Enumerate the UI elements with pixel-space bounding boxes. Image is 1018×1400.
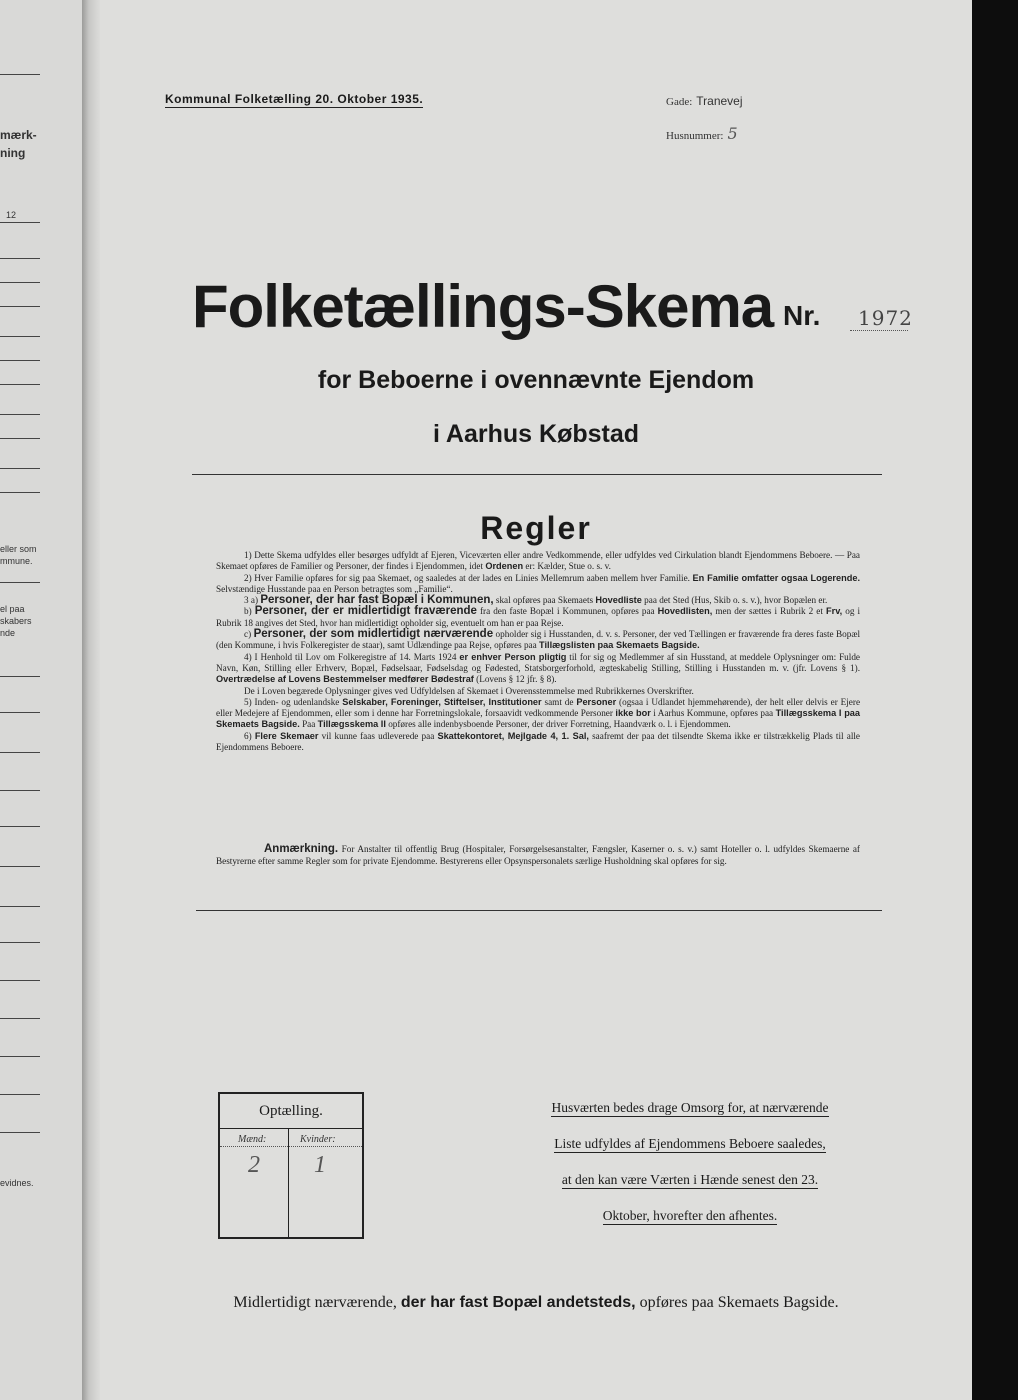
rule-6: 6) Flere Skemaer vil kunne faas udleverede paa Skattekontoret, Mejlgade 4, 1. Sal, saafremt der paa det tilsendte Skema ikke er tilstrækkelig Plads til alle Ejendommens Beboere.	[216, 730, 861, 753]
form-title: Folketællings-Skema	[192, 273, 774, 340]
form-number-line	[850, 330, 908, 331]
left-fragment: evidnes.	[0, 1178, 34, 1188]
form-subtitle: for Beboerne i ovennævnte Ejendom	[317, 366, 755, 394]
gade-value: Tranevej	[696, 94, 743, 108]
annotation-text: For Anstalter til offentlig Brug (Hospitaler, Forsørgelsesanstalter, Fængsler, Kaserner o. s. v.) samt Hoteller o. l. udfyldes Skemaerne af Bestyrerne efter samme Regler som for private Ejendomme. Bestyrerens eller Opsynspersonalets særlige Husholdning skal opføres for sig.	[216, 844, 860, 866]
left-fragment: nde	[0, 628, 16, 638]
form-location: i Aarhus Købstad	[432, 420, 640, 448]
men-label: Mænd:	[238, 1134, 267, 1145]
rule-4: 4) I Henhold til Lov om Folkeregistre af 14. Marts 1924 er enhver Person pligtig til for sig og Medlemmer af sin Husstand, at meddele Oplysninger om: Fulde Navn, Køn, Stilling eller Erhverv, Bopæl, Fødselsaar, Fødselsdag og Fødested, Statsborgerforhold, ægteskabelig Stilling, Stilling i Husstanden m. v. (jfr. Lovens § 1). Overtrædelse af Lovens Bestemmelser medfører Bødestraf (Lovens § 12 jfr. § 8).	[216, 651, 860, 685]
left-fragment: 12	[6, 210, 17, 220]
left-fragment: el paa	[0, 604, 25, 614]
divider	[192, 474, 882, 475]
count-box-divider	[288, 1128, 289, 1237]
count-box-rule	[220, 1146, 362, 1147]
divider	[196, 910, 882, 911]
rules-heading: Regler	[480, 510, 592, 546]
count-box	[218, 1092, 364, 1239]
left-fragment: skabers	[0, 616, 32, 626]
gade-field	[666, 92, 743, 110]
rules-body	[216, 550, 860, 753]
form-number-label: Nr.	[783, 300, 821, 331]
women-count: 1	[314, 1152, 326, 1178]
book-gutter	[82, 0, 100, 1400]
count-box-title: Optælling.	[220, 1094, 362, 1129]
host-notice-line: at den kan være Værten i Hænde senest den 23.	[561, 1172, 819, 1187]
left-fragment: eller som	[0, 544, 37, 554]
gade-label: Gade:	[666, 96, 693, 108]
husnummer-label: Husnummer:	[666, 130, 724, 142]
census-form-page	[100, 0, 972, 1400]
husnummer-value: 5	[727, 124, 738, 143]
rule-1: 1) Dette Skema udfyldes eller besørges udfyldt af Ejeren, Viceværten eller andre Vedkommende, eller udfyldes ved Cirkulation blandt Ejendommens Beboere. — Paa Skemaet opføres de Familier og Personer, der findes i Ejendommen, idet Ordenen er: Kælder, Stue o. s. v.	[216, 550, 860, 572]
left-fragment: mmune.	[0, 556, 33, 566]
rule-3c: c) Personer, der som midlertidigt nærværende opholder sig i Husstanden, d. v. s. Personer, der ved Tællingen er fraværende fra deres faste Bopæl (den Kommune, i hvis Folkeregister de staar), samt Udlændinge paa Rejse, opføres paa Tillægslisten paa Skemaets Bagside.	[216, 628, 861, 651]
husnummer-field	[666, 124, 738, 144]
rule-5: 5) Inden- og udenlandske Selskaber, Foreninger, Stiftelser, Institutioner samt de Personer (ogsaa i Udlandet hjemmehørende), der helt eller delvis er Ejere eller Medejere af Ejendommen, eller som i denne har Forretningslokale, forsaavidt vedkommende Personer ikke bor i Aarhus Kommune, opføres paa Tillægsskema I paa Skemaets Bagside. Paa Tillægsskema II opføres alle indenbysboende Personer, der driver Forretning, Haandværk o. l. i Ejendommen.	[216, 696, 861, 730]
host-notice-line: Oktober, hvorefter den afhentes.	[602, 1208, 778, 1223]
annotation-lead: Anmærkning.	[264, 843, 339, 855]
rule-4-extra: De i Loven begærede Oplysninger gives ved Udfyldelsen af Skemaet i Overensstemmelse med Rubrikkernes Overskrifter.	[244, 685, 694, 696]
left-fragment: mærk-	[0, 128, 37, 142]
women-label: Kvinder:	[300, 1134, 336, 1145]
men-count: 2	[248, 1152, 260, 1178]
facing-page	[0, 0, 82, 1400]
rule-3a: 3 a) Personer, der har fast Bopæl i Kommunen, skal opføres paa Skemaets Hovedliste paa det Sted (Hus, Skib o. s. v.), hvor Bopælen er.	[244, 594, 828, 607]
left-fragment: ning	[0, 146, 26, 160]
rule-3b: b) Personer, der er midlertidigt fraværende fra den faste Bopæl i Kommunen, opføres paa Hovedlisten, men der sættes i Rubrik 2 et Frv, og i Rubrik 18 angives det Sted, hvor han midlertidigt opholder sig, eventuelt om han er paa Rejse.	[216, 605, 861, 628]
scan-border	[972, 0, 1018, 1400]
rule-2: 2) Hver Familie opføres for sig paa Skemaet, og saaledes at der lades en Linies Mellemrum aaben mellem hver Familie. En Familie omfatter ogsaa Logerende. Selvstændige Husstande paa en Person betragtes som „Familie“.	[216, 572, 861, 594]
host-notice-line: Liste udfyldes af Ejendommens Beboere saaledes,	[554, 1136, 826, 1151]
form-number-value: 1972	[858, 306, 913, 330]
host-notice-line: Husværten bedes drage Omsorg for, at nærværende	[551, 1100, 829, 1115]
census-title: Kommunal Folketælling 20. Oktober 1935.	[165, 92, 424, 106]
annotation-note	[216, 844, 860, 867]
footer-note: Midlertidigt nærværende, der har fast Bopæl andetsteds, opføres paa Skemaets Bagside.	[233, 1294, 839, 1311]
